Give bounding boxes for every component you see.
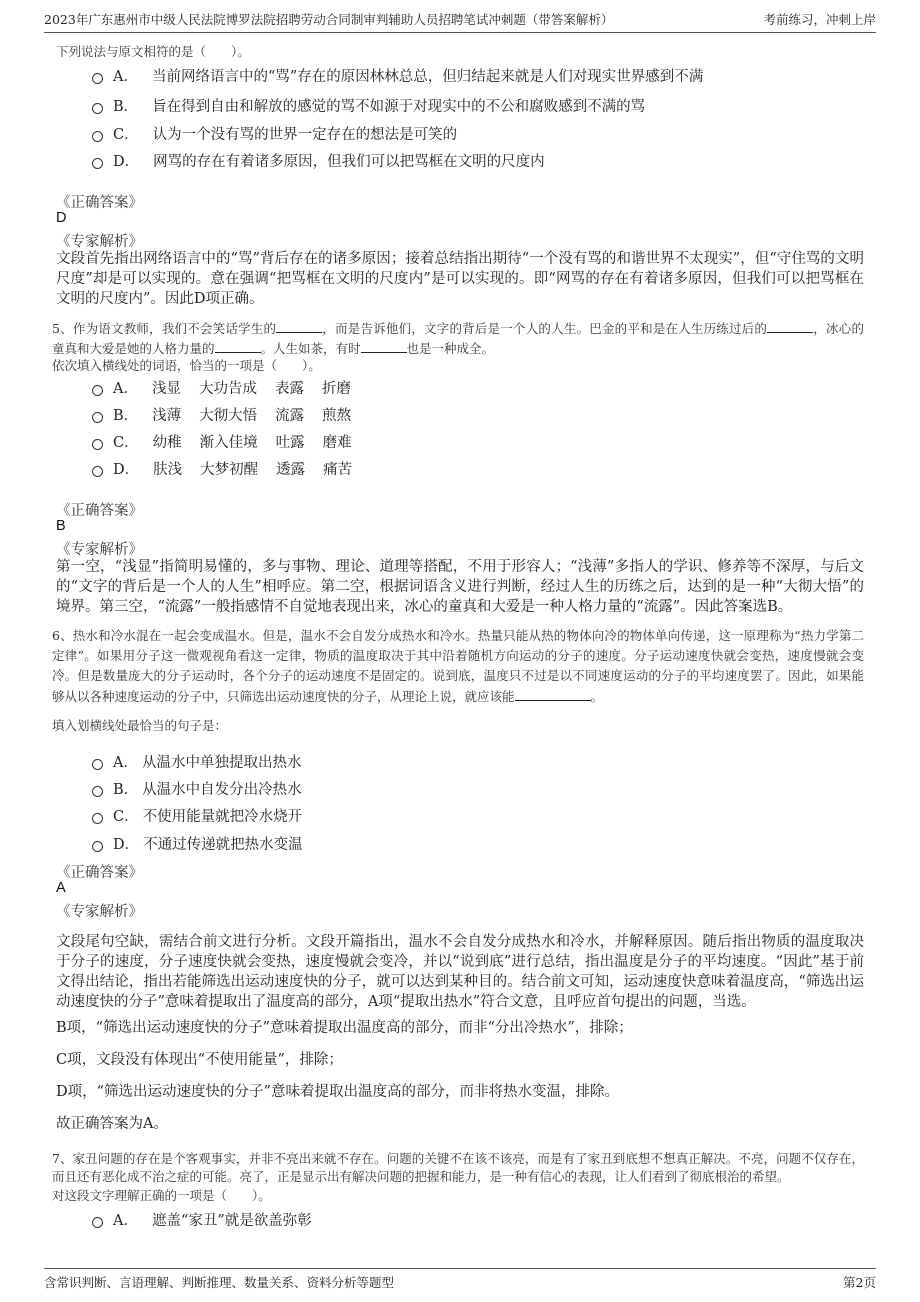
q5-analysis: 第一空，“浅显”指简明易懂的，多与事物、理论、道理等搭配，不用于形容人；“浅薄”多指人的学识、修养等不深厚，与后文的“文字的背后是一个人的人生”相呼应。第二空，根据词语含义进行判断，经过人生的历练之后，达到的是一种“大彻大悟”的境界。第三空，“流露”一般指感情不自觉地表现出来，冰心的童真和大爱是一种人格力量的“流露”。因此答案选B。 [56,559,864,615]
q5-answer-label: 《正确答案》 [56,503,143,519]
q4-option-d[interactable]: D． 网骂的存在有着诸多原因，但我们可以把骂框在文明的尺度内 [92,149,545,171]
radio-icon[interactable] [92,786,103,797]
q5-stem: 5、作为语文教师，我们不会笑话学生的 ，而是告诉他们，文字的背后是一个人的人生。巴金的平和是在人生历练过后的 ，冰心的童真和大爱是她的人格力量的 。人生如茶，有时 也是一种成全。 [52,318,864,358]
q4-analysis-label: 《专家解析》 [56,234,143,250]
answer-blank [767,318,813,333]
q7-stem2: 对这段文字理解正确的一项是（ ）。 [52,1188,271,1203]
q6-analysis-para-2: B项，“筛选出运动速度快的分子”意味着提取出温度高的部分，而非“分出冷热水”，排除； [56,1020,633,1036]
q4-option-b[interactable]: B． 旨在得到自由和解放的感觉的骂不如源于对现实中的不公和腐败感到不满的骂 [92,94,645,116]
q6-answer-label: 《正确答案》 [56,865,143,881]
answer-blank [215,338,261,353]
q5-option-c[interactable]: C． 幼稚 渐入佳境 吐露 磨难 [92,430,370,452]
radio-icon[interactable] [92,1217,103,1228]
q6-option-b[interactable]: B． 从温水中自发分出冷热水 [92,777,302,799]
q4-stem: 下列说法与原文相符的是（ ）。 [56,44,250,59]
q7-stem: 7、家丑问题的存在是个客观事实，并非不亮出来就不存在。问题的关键不在该不该亮，而是有了家丑到底想不想真正解决。不亮，问题不仅存在，而且还有恶化成不治之症的可能。亮了，正是显示出有解决问题的把握和能力，是一种有信心的表现，让人们看到了彻底根治的希望。 [52,1151,864,1184]
q4-analysis: 文段首先指出网络语言中的“骂”背后存在的诸多原因；接着总结指出期待“一个没有骂的和谐世界不太现实”，但“守住骂的文明尺度”却是可以实现的。意在强调“把骂框在文明的尺度内”是可以实现的。即“网骂的存在有着诸多原因，但我们可以把骂框在文明的尺度内”。因此D项正确。 [56,251,864,307]
q6-analysis-para-5: 故正确答案为A。 [56,1116,168,1132]
q6-analysis-para-3: C项，文段没有体现出“不使用能量”，排除； [56,1052,343,1068]
page-footer [44,1268,876,1291]
q5-option-a[interactable]: A． 浅显 大功告成 表露 折磨 [92,376,369,398]
q4-answer: D [56,210,67,226]
answer-blank [276,318,322,333]
q6-option-c[interactable]: C． 不使用能量就把冷水烧开 [92,804,302,826]
footer-description: 含常识判断、言语理解、判断推理、数量关系、资料分析等题型 [44,1275,395,1290]
document-title: 2023年广东惠州市中级人民法院博罗法院招聘劳动合同制审判辅助人员招聘笔试冲刺题（带答案解析） [44,12,614,27]
radio-icon[interactable] [92,73,103,84]
header-slogan: 考前练习，冲刺上岸 [763,12,876,27]
page-header [44,10,876,33]
radio-icon[interactable] [92,813,103,824]
radio-icon[interactable] [92,103,103,114]
q5-analysis-label: 《专家解析》 [56,542,143,558]
radio-icon[interactable] [92,466,103,477]
radio-icon[interactable] [92,439,103,450]
q4-answer-label: 《正确答案》 [56,195,143,211]
q6-analysis-label: 《专家解析》 [56,904,143,920]
radio-icon[interactable] [92,841,103,852]
q5-stem2: 依次填入横线处的词语，恰当的一项是（ ）。 [52,358,321,373]
q6-option-d[interactable]: D． 不通过传递就把热水变温 [92,832,303,854]
q5-option-d[interactable]: D． 肤浅 大梦初醒 透露 痛苦 [92,457,370,479]
q5-option-b[interactable]: B． 浅薄 大彻大悟 流露 煎熬 [92,403,369,425]
q5-answer: B [56,518,66,534]
q6-option-a[interactable]: A． 从温水中单独提取出热水 [92,750,301,772]
q6-stem: 6、热水和冷水混在一起会变成温水。但是，温水不会自发分成热水和冷水。热量只能从热的物体向冷的物体单向传递，这一原理称为“热力学第二定律”。如果用分子这一微观视角看这一定律，物质的温度取决于其中沿着随机方向运动的分子的速度。分子运动速度快就会变热，速度慢就会变冷。但是数量庞大的分子运动时，各个分子的运动速度不是固定的。说到底，温度只不过是以不同速度运动的分子的平均速度罢了。因此，如果能够从以各种速度运动的分子中，只筛选出运动速度快的分子，从理论上说，就应该能 。 [52,628,864,704]
answer-blank [361,338,407,353]
q6-answer: A [56,880,66,896]
q4-option-c[interactable]: C． 认为一个没有骂的世界一定存在的想法是可笑的 [92,122,457,144]
page-number: 第2页 [843,1275,876,1290]
q6-analysis-para-1: 文段尾句空缺，需结合前文进行分析。文段开篇指出，温水不会自发分成热水和冷水，并解释原因。随后指出物质的温度取决于分子的速度，分子速度快就会变热，速度慢就会变冷，并以“说到底”进行总结，指出温度是分子的平均速度。“因此”基于前文得出结论，指出若能筛选出运动速度快的分子，就可以达到某种目的。结合前文可知，运动速度快意味着温度高，“筛选出运动速度快的分子”意味着提取出了温度高的部分，A项“提取出热水”符合文意，且呼应首句提出的问题，当选。 [56,934,864,1010]
radio-icon[interactable] [92,131,103,142]
answer-blank [515,686,591,701]
q6-stem2: 填入划横线处最恰当的句子是： [52,718,228,733]
q6-analysis-para-4: D项，“筛选出运动速度快的分子”意味着提取出温度高的部分，而非将热水变温，排除。 [56,1084,619,1100]
q4-option-a[interactable]: A． 当前网络语言中的“骂”存在的原因林林总总，但归结起来就是人们对现实世界感到不满 [92,64,703,86]
radio-icon[interactable] [92,412,103,423]
q7-option-a[interactable]: A． 遮盖“家丑”就是欲盖弥彰 [92,1208,312,1230]
radio-icon[interactable] [92,158,103,169]
radio-icon[interactable] [92,385,103,396]
radio-icon[interactable] [92,759,103,770]
